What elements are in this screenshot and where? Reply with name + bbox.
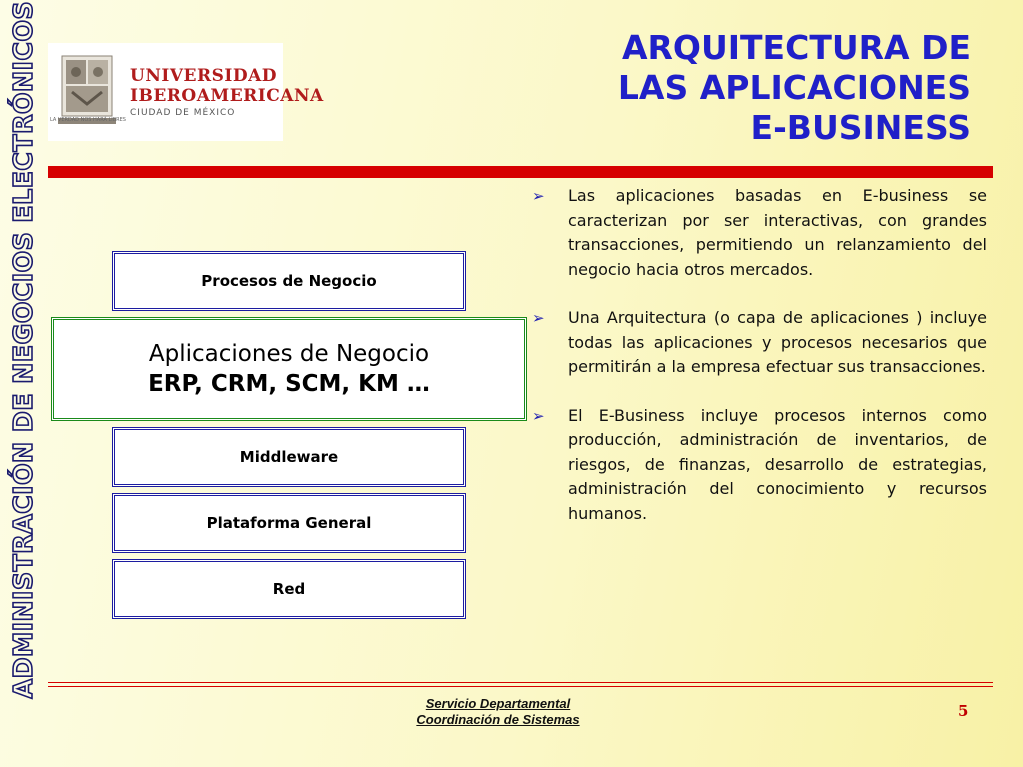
- bullet-item: [532, 184, 987, 282]
- bullet-item: [532, 404, 987, 527]
- layer-plataforma-box: [112, 493, 466, 553]
- title-divider: [48, 166, 993, 178]
- bullet-item: [532, 306, 987, 380]
- footer-credit: [392, 696, 604, 728]
- bullet-text: Las aplicaciones basadas en E-business se caracterizan por ser interactivas, con grandes transacciones, permitiendo un relanzamiento del negocio hacia otros mercados.: [568, 186, 987, 279]
- university-city: CIUDAD DE MÉXICO: [130, 108, 236, 118]
- slide-title-line3: E-BUSINESS: [750, 108, 971, 147]
- arrow-bullet-icon: ➢: [532, 406, 545, 425]
- arrow-bullet-icon: ➢: [532, 309, 545, 327]
- arrow-bullet-icon: ➢: [532, 187, 545, 205]
- bullet-text: Una Arquitectura (o capa de aplicaciones ) incluye todas las aplicaciones y procesos necesarios que permitirán a la empresa efectuar sus transacciones.: [568, 308, 987, 376]
- bullet-text: El E-Business incluye procesos internos como producción, administración de inventarios, de riesgos, de finanzas, desarrollo de estrategias, administración del conocimiento y recursos humanos.: [568, 405, 987, 523]
- footer-divider: [48, 686, 993, 687]
- layer-middleware-box: [112, 427, 466, 487]
- layer-procesos-label: Procesos de Negocio: [201, 272, 377, 290]
- layer-aplicaciones-box: [51, 317, 527, 421]
- vertical-course-title-text: ADMINISTRACIÓN DE NEGOCIOS ELECTRÓNICOS: [9, 1, 39, 699]
- university-motto: LA VERDAD NOS HARÁ LIBRES: [50, 117, 126, 123]
- footer-line2: Coordinación de Sistemas: [416, 712, 580, 727]
- layer-procesos-box: [112, 251, 466, 311]
- page-number: 5: [958, 702, 969, 720]
- university-name-line1: UNIVERSIDAD: [130, 66, 277, 86]
- layer-aplicaciones-title: Aplicaciones de Negocio: [148, 341, 430, 367]
- footer-line1: Servicio Departamental: [425, 696, 571, 711]
- slide-title-line1: ARQUITECTURA DE: [621, 28, 971, 67]
- layer-plataforma-label: Plataforma General: [206, 514, 372, 532]
- footer-divider: [48, 682, 993, 683]
- layer-middleware-label: Middleware: [239, 448, 339, 466]
- university-logo: [48, 43, 324, 141]
- vertical-course-title: [2, 0, 46, 700]
- university-name: [130, 66, 324, 118]
- slide-title: [618, 28, 971, 148]
- bullet-list: [532, 184, 987, 550]
- layer-red-box: [112, 559, 466, 619]
- layer-red-label: Red: [272, 580, 306, 598]
- slide-title-line2: LAS APLICACIONES: [617, 68, 971, 107]
- layer-aplicaciones-subtitle: ERP, CRM, SCM, KM …: [148, 371, 430, 397]
- university-name-line2: IBEROAMERICANA: [130, 86, 324, 106]
